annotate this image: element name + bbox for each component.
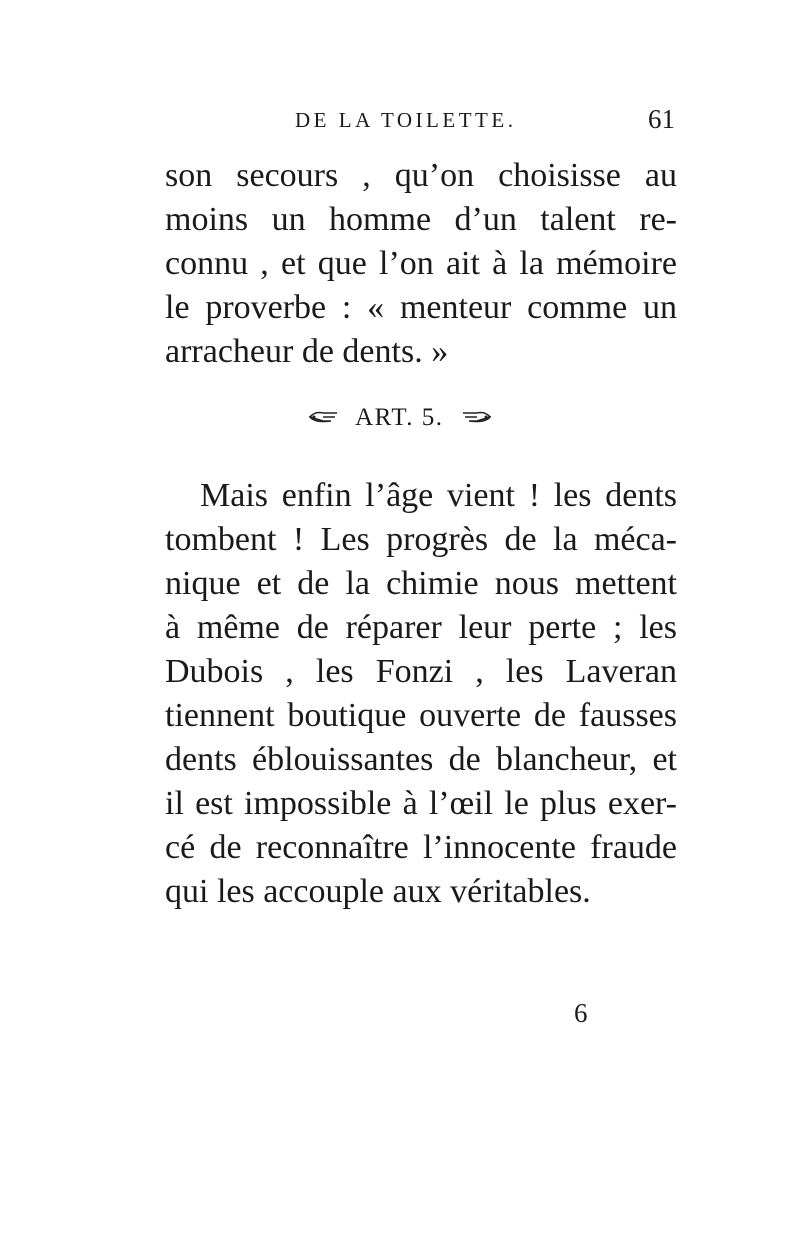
right-hand-fleuron-icon (461, 408, 491, 431)
text-line: nique et de la chimie nous mettent (165, 565, 677, 602)
article-heading (0, 404, 800, 432)
text-line: le proverbe : « menteur comme un (165, 289, 677, 326)
text-line: qui les accouple aux véritables. (165, 873, 591, 910)
text-line: il est impossible à l’œil le plus exer- (165, 785, 677, 822)
text-line: Mais enfin l’âge vient ! les dents (200, 477, 677, 514)
signature-mark: 6 (574, 998, 588, 1028)
text-line: son secours , qu’on choisisse au (165, 157, 677, 194)
text-line: arracheur de dents. » (165, 333, 449, 370)
text-line: Dubois , les Fonzi , les Laveran (165, 653, 677, 690)
text-line: moins un homme d’un talent re- (165, 201, 677, 238)
text-line: dents éblouissantes de blancheur, et (165, 741, 677, 778)
running-title: DE LA TOILETTE. (295, 108, 517, 132)
text-line: tiennent boutique ouverte de fausses (165, 697, 677, 734)
text-line: connu , et que l’on ait à la mémoire (165, 245, 677, 282)
page-number: 61 (648, 104, 675, 134)
text-line: tombent ! Les progrès de la méca- (165, 521, 677, 558)
running-head (165, 104, 675, 140)
text-line: à même de réparer leur perte ; les (165, 609, 677, 646)
article-label: ART. 5. (355, 404, 444, 431)
text-line: cé de reconnaître l’innocente fraude (165, 829, 677, 866)
left-hand-fleuron-icon (309, 408, 339, 431)
